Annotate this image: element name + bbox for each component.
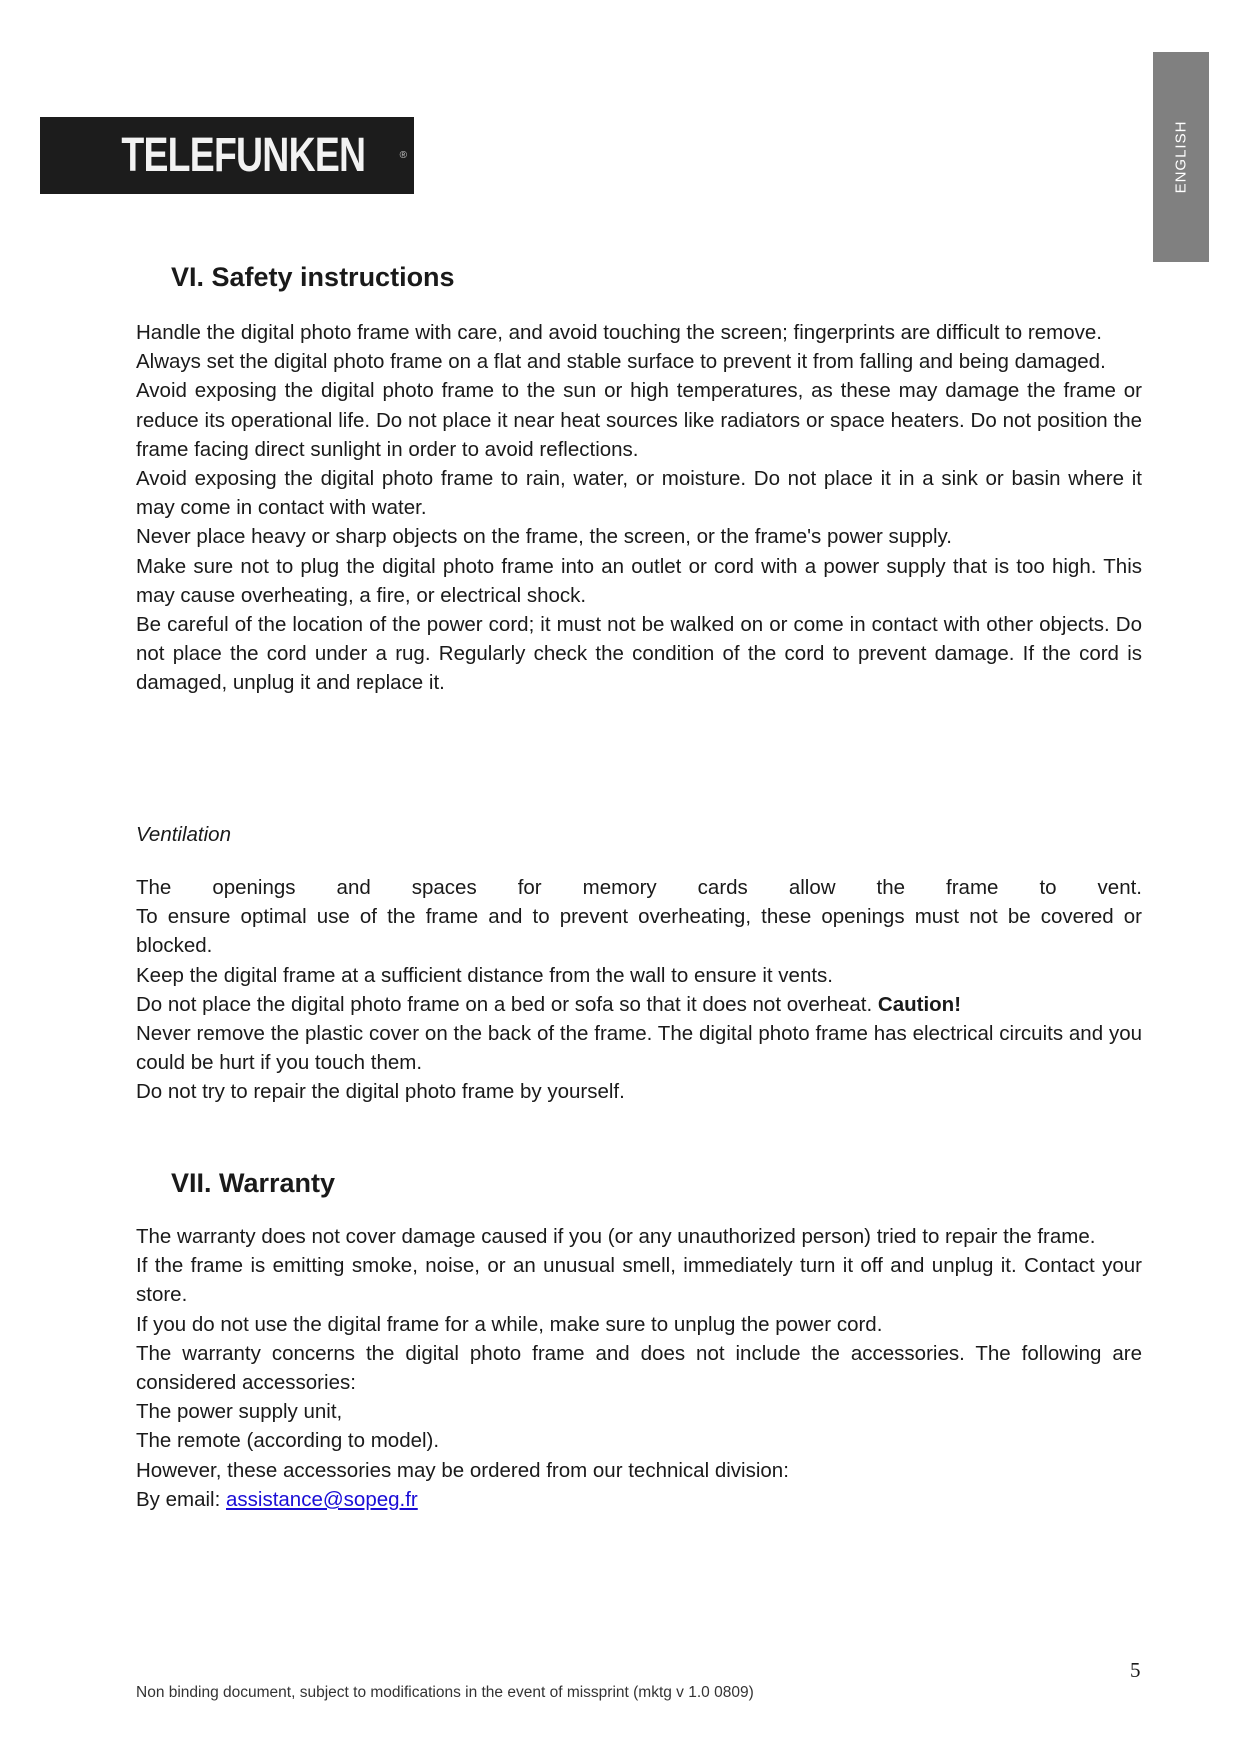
paragraph: Avoid exposing the digital photo frame to rain, water, or moisture. Do not place it in a sink or basin where it may come in contact with water. [136,467,1142,520]
paragraph: Never place heavy or sharp objects on the frame, the screen, or the frame's power supply. [136,525,952,549]
section-title-safety: VI. Safety instructions [171,262,455,292]
paragraph: By email: assistance@sopeg.fr [136,1487,418,1511]
email-link[interactable]: assistance@sopeg.fr [226,1487,418,1511]
language-tab: ENGLISH [1153,52,1209,262]
paragraph: Make sure not to plug the digital photo frame into an outlet or cord with a power supply that is too high. This may cause overheating, a fire, or electrical shock. [136,554,1142,607]
warranty-body [136,1222,1142,1514]
paragraph: Keep the digital frame at a sufficient distance from the wall to ensure it vents. [136,963,833,987]
paragraph: Do not try to repair the digital photo frame by yourself. [136,1080,625,1104]
paragraph: Never remove the plastic cover on the back of the frame. The digital photo frame has electrical circuits and you could be hurt if you touch them. [136,1022,1142,1075]
page-number: 5 [1130,1658,1141,1682]
paragraph: Always set the digital photo frame on a flat and stable surface to prevent it from falling and being damaged. [136,350,1106,374]
paragraph: Be careful of the location of the power cord; it must not be walked on or come in contact with other objects. Do not place the cord under a rug. Regularly check the condition of the cord to prevent damage. If the cord is damaged, unplug it and replace it. [136,613,1142,695]
paragraph: Do not place the digital photo frame on a bed or sofa so that it does not overheat. Caution! [136,992,962,1016]
paragraph: If you do not use the digital frame for a while, make sure to unplug the power cord. [136,1312,883,1336]
footer-note: Non binding document, subject to modifications in the event of missprint (mktg v 1.0 0809) [136,1684,754,1701]
paragraph: The warranty does not cover damage caused if you (or any unauthorized person) tried to repair the frame. [136,1225,1096,1248]
paragraph: The openings and spaces for memory cards allow the frame to vent. [136,876,1142,899]
paragraph: To ensure optimal use of the frame and to prevent overheating, these openings must not be covered or blocked. [136,905,1142,958]
paragraph: However, these accessories may be ordered from our technical division: [136,1458,789,1482]
paragraph: If the frame is emitting smoke, noise, or an unusual smell, immediately turn it off and unplug it. Contact your store. [136,1254,1142,1307]
paragraph: The power supply unit, [136,1400,343,1424]
paragraph: Handle the digital photo frame with care, and avoid touching the screen; fingerprints are difficult to remove. [136,321,1102,344]
section-title-warranty: VII. Warranty [171,1168,336,1198]
paragraph: Avoid exposing the digital photo frame to the sun or high temperatures, as these may damage the frame or reduce its operational life. Do not place it near heat sources like radiators or space heaters. Do not position the frame facing direct sunlight in order to avoid reflections. [136,379,1142,461]
telefunken-logo: TELEFUNKEN ® [40,117,414,194]
ventilation-body [136,873,1142,1107]
subheading-ventilation: Ventilation [136,823,231,846]
caution-label: Caution! [877,992,962,1016]
paragraph: The remote (according to model). [136,1429,440,1453]
safety-instructions-body [136,318,1142,698]
paragraph: The warranty concerns the digital photo frame and does not include the accessories. The following are considered accessories: [136,1341,1142,1395]
